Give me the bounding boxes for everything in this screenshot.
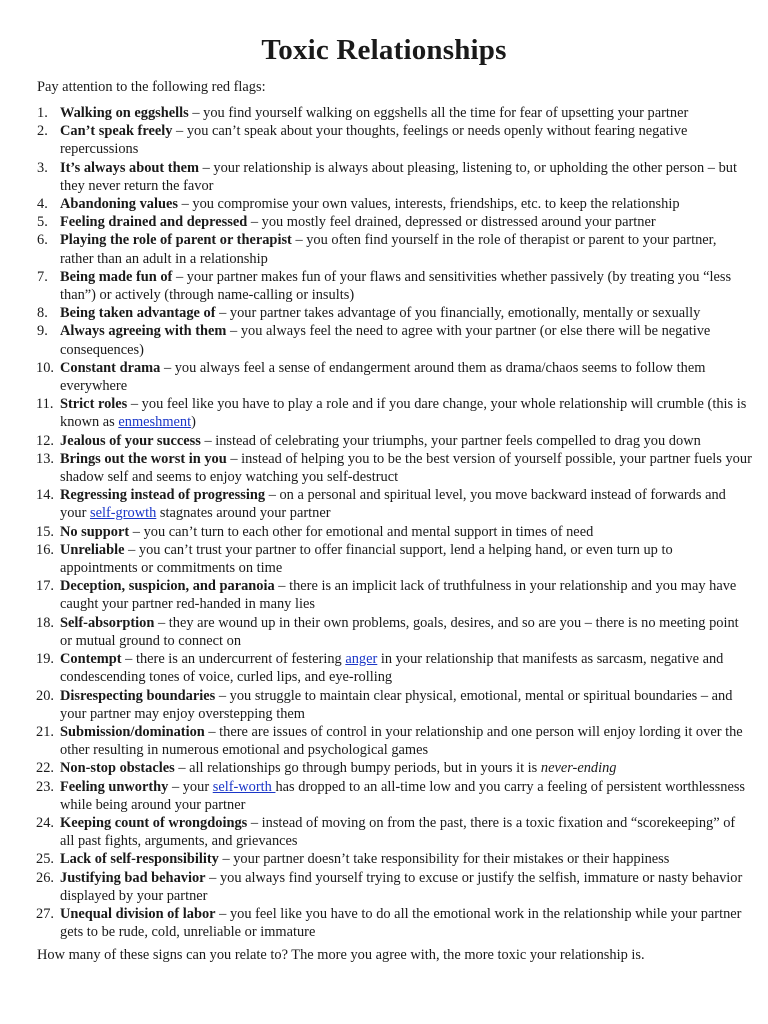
- inline-link[interactable]: enmeshment: [118, 414, 192, 431]
- list-item: [37, 231, 753, 267]
- list-item: [37, 195, 753, 213]
- item-number: 15.: [36, 523, 54, 540]
- item-number: 9.: [37, 323, 48, 340]
- item-description: – you compromise your own values, interests, friendships, etc. to keep the relationship: [177, 196, 680, 213]
- item-term: Jealous of your success: [60, 432, 201, 449]
- item-description: – instead of helping you to be the best version of yourself possible, your partner fuels your shadow self and seems to enjoy watching you self-destruct: [60, 450, 752, 486]
- red-flags-list: [37, 104, 753, 941]
- item-term: Feeling drained and depressed: [60, 214, 248, 231]
- list-item: [37, 541, 753, 577]
- item-term: Unequal division of labor: [60, 905, 216, 922]
- item-number: 20.: [36, 687, 54, 704]
- item-term: Non-stop obstacles: [60, 760, 175, 777]
- list-item: [37, 322, 753, 358]
- item-number: 11.: [36, 396, 54, 413]
- item-description: – your partner makes fun of your flaws and sensitivities whether passively (by treating you “less than”) or actively (through name-calling or insults): [60, 268, 732, 304]
- list-item: [37, 778, 753, 814]
- item-description: – you can’t trust your partner to offer financial support, lend a helping hand, or even turn up to appointments or commitments on time: [60, 541, 673, 577]
- item-description-tail: has dropped to an all-time low and you carry a feeling of persistent worthlessness while being around your partner: [60, 778, 746, 813]
- list-item: [37, 723, 753, 759]
- item-description: – your relationship is always about pleasing, listening to, or upholding the other person – but they never return the favor: [60, 159, 737, 194]
- list-item: [37, 213, 753, 231]
- item-term: Regressing instead of progressing: [60, 487, 266, 504]
- item-term: Deception, suspicion, and paranoia: [60, 578, 275, 595]
- list-item: [37, 814, 753, 850]
- item-term: Disrespecting boundaries: [60, 687, 216, 704]
- item-description: – you always feel a sense of endangerment around them as drama/chaos seems to follow them everywhere: [60, 359, 706, 395]
- item-number: 1.: [37, 105, 48, 121]
- item-term: No support: [60, 523, 130, 540]
- item-description: – there is an implicit lack of truthfulness in your relationship and you may have caught your partner red-handed in many lies: [60, 578, 737, 613]
- item-description: – you often find yourself in the role of therapist or parent to your partner, rather than an adult in a relationship: [60, 232, 717, 267]
- item-description: – you struggle to maintain clear physical, emotional, mental or spiritual boundaries – and your partner may enjoy overstepping them: [60, 687, 733, 722]
- item-term: Constant drama: [60, 359, 161, 376]
- item-term: Always agreeing with them: [60, 323, 227, 340]
- item-term: Justifying bad behavior: [60, 869, 206, 886]
- list-item: [37, 104, 753, 122]
- item-description: – you always feel the need to agree with your partner (or else there will be negative consequences): [60, 323, 711, 358]
- item-number: 12.: [36, 432, 54, 449]
- item-term: Brings out the worst in you: [60, 450, 227, 467]
- list-item: [37, 577, 753, 613]
- item-number: 3.: [37, 159, 48, 176]
- item-description: – you feel like you have to do all the emotional work in the relationship while your partner gets to be rude, cold, unreliable or immature: [60, 905, 742, 941]
- item-number: 27.: [36, 905, 54, 922]
- item-term: Being taken advantage of: [60, 305, 216, 322]
- closing-text: How many of these signs can you relate to? The more you agree with, the more toxic your relationship is.: [37, 947, 645, 963]
- list-item: [37, 869, 753, 905]
- list-item: [37, 486, 753, 522]
- item-term: Keeping count of wrongdoings: [60, 814, 248, 831]
- list-item: [37, 523, 753, 541]
- item-term: Strict roles: [60, 396, 128, 413]
- item-description: – on a personal and spiritual level, you move backward instead of forwards and your: [60, 487, 726, 522]
- item-term: Playing the role of parent or therapist: [60, 232, 292, 249]
- item-term: It’s always about them: [60, 159, 199, 176]
- list-item: [37, 304, 753, 322]
- list-item: [37, 395, 753, 431]
- item-description: – you mostly feel drained, depressed or distressed around your partner: [247, 214, 656, 231]
- item-number: 26.: [36, 869, 54, 886]
- list-item: [37, 614, 753, 650]
- item-number: 24.: [36, 814, 54, 831]
- inline-link[interactable]: anger: [345, 651, 378, 668]
- list-item: [37, 122, 753, 158]
- item-number: 10.: [36, 359, 54, 376]
- intro-text: Pay attention to the following red flags:: [37, 79, 266, 95]
- item-description: – there are issues of control in your relationship and one person will enjoy lording it over the other resulting in numerous emotional and psychological games: [60, 723, 743, 759]
- item-description: – instead of moving on from the past, there is a toxic fixation and “scorekeeping” of all past fights, arguments, and grievances: [60, 814, 736, 850]
- item-term: Submission/domination: [60, 723, 205, 740]
- item-number: 21.: [36, 723, 54, 740]
- item-number: 2.: [37, 123, 48, 140]
- list-item: [37, 650, 753, 686]
- item-description: – your partner takes advantage of you financially, emotionally, mentally or sexually: [215, 305, 701, 322]
- item-term: Being made fun of: [60, 268, 173, 285]
- item-term: Contempt: [60, 651, 122, 668]
- item-number: 13.: [36, 450, 54, 467]
- item-description-tail: ): [191, 414, 196, 431]
- item-term: Unreliable: [60, 541, 125, 558]
- item-number: 8.: [37, 305, 48, 322]
- item-description: – all relationships go through bumpy periods, but in yours it is: [174, 760, 541, 777]
- item-number: 4.: [37, 196, 48, 213]
- item-number: 7.: [37, 268, 48, 285]
- item-number: 22.: [36, 760, 54, 777]
- item-term: Can’t speak freely: [60, 123, 173, 140]
- list-item: [37, 850, 753, 868]
- list-item: [37, 359, 753, 395]
- item-number: 18.: [36, 614, 54, 631]
- item-number: 19.: [36, 651, 54, 668]
- item-description: – your partner doesn’t take responsibility for their mistakes or their happiness: [218, 851, 670, 868]
- item-number: 6.: [37, 232, 48, 249]
- list-item: [37, 450, 753, 486]
- item-description-tail: stagnates around your partner: [156, 505, 331, 522]
- item-term: Abandoning values: [60, 196, 178, 213]
- item-description: – you always find yourself trying to excuse or justify the selfish, immature or nasty behavior displayed by your partner: [60, 869, 743, 904]
- list-item: [37, 759, 753, 777]
- item-description: – you feel like you have to play a role and if you dare change, your whole relationship will crumble (this is known as: [60, 396, 747, 431]
- item-number: 16.: [36, 541, 54, 558]
- item-description: – they are wound up in their own problems, goals, desires, and so are you – there is no meeting point or mutual ground to connect on: [60, 614, 739, 649]
- item-number: 17.: [36, 578, 54, 595]
- list-item: [37, 905, 753, 941]
- item-emphasis: never-ending: [540, 760, 617, 777]
- list-item: [37, 687, 753, 723]
- item-description: – you find yourself walking on eggshells all the time for fear of upsetting your partner: [188, 105, 689, 121]
- item-description: – you can’t speak about your thoughts, feelings or needs openly without fearing negative repercussions: [60, 123, 688, 158]
- inline-link[interactable]: self-growth: [89, 505, 157, 522]
- inline-link[interactable]: self-worth: [212, 778, 276, 795]
- page-title: Toxic Relationships: [261, 34, 507, 66]
- item-term: Lack of self-responsibility: [60, 851, 219, 868]
- list-item: [37, 159, 753, 195]
- list-item: [37, 432, 753, 450]
- item-term: Walking on eggshells: [60, 105, 189, 121]
- item-description: – your: [168, 778, 213, 795]
- item-description: – there is an undercurrent of festering: [121, 651, 346, 668]
- item-description: – instead of celebrating your triumphs, your partner feels compelled to drag you down: [200, 432, 701, 449]
- item-number: 23.: [36, 778, 54, 795]
- list-item: [37, 268, 753, 304]
- item-description: – you can’t turn to each other for emotional and mental support in times of need: [129, 523, 594, 540]
- item-description-tail: in your relationship that manifests as sarcasm, negative and condescending tones of voice, curled lips, and eye-rolling: [60, 651, 724, 686]
- item-term: Self-absorption: [60, 614, 155, 631]
- item-number: 14.: [36, 487, 54, 504]
- item-term: Feeling unworthy: [60, 778, 169, 795]
- item-number: 25.: [36, 851, 54, 868]
- item-number: 5.: [37, 214, 48, 231]
